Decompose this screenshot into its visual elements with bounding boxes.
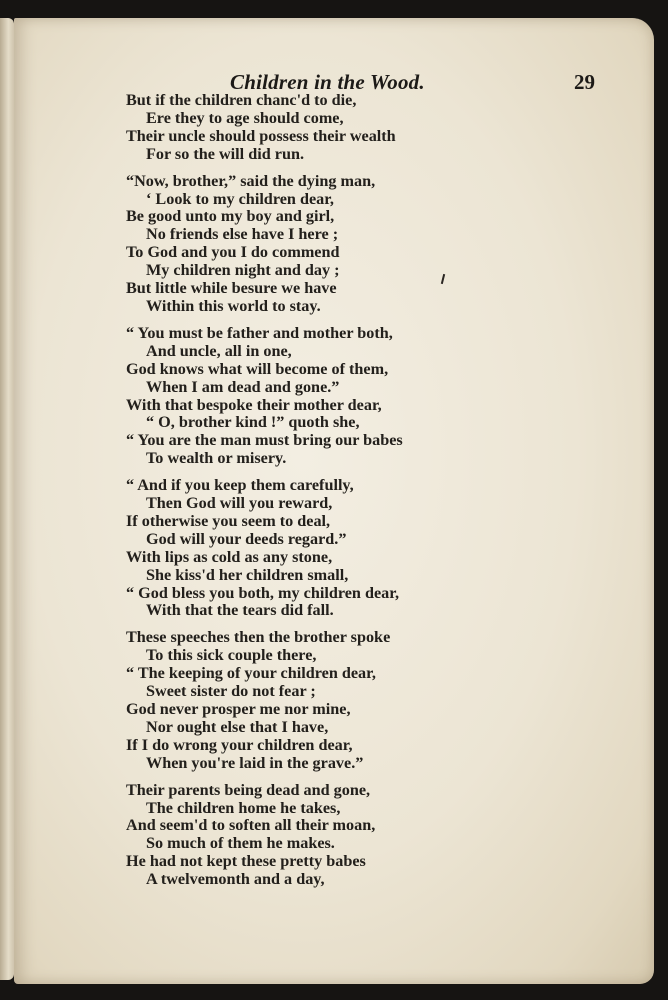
poem-line: And uncle, all in one,	[146, 341, 292, 360]
poem-line: The children home he takes,	[146, 798, 341, 817]
poem-line: No friends else have I here ;	[146, 225, 339, 244]
running-head	[14, 56, 654, 96]
poem-line: These speeches then the brother spoke	[126, 628, 391, 647]
poem-line: He had not kept these pretty babes	[126, 852, 366, 871]
poem-line: If otherwise you seem to deal,	[126, 511, 331, 530]
poem-line: Be good unto my boy and girl,	[126, 207, 335, 226]
poem-line: When I am dead and gone.”	[146, 377, 340, 396]
stanza	[126, 629, 626, 772]
poem-line: With that the tears did fall.	[146, 601, 334, 620]
poem-line: A twelvemonth and a day,	[146, 870, 325, 889]
stanza	[126, 782, 626, 889]
poem-line: Their uncle should possess their wealth	[126, 126, 396, 145]
running-title: Children in the Wood.	[230, 70, 425, 94]
page-sheet	[14, 18, 654, 984]
poem-line: My children night and day ;	[146, 261, 340, 280]
poem-line: “ You must be father and mother both,	[126, 323, 393, 342]
poem-line: ‘ Look to my children dear,	[146, 189, 334, 208]
poem-line: God will your deeds regard.”	[146, 529, 347, 548]
poem-line: “ O, brother kind !” quoth she,	[146, 413, 360, 432]
poem-line: God never prosper me nor mine,	[126, 700, 351, 718]
facing-page-edge	[0, 18, 14, 980]
poem-line: She kiss'd her children small,	[146, 565, 349, 584]
poem-line: “ You are the man must bring our babes	[126, 431, 403, 450]
poem-line: With lips as cold as any stone,	[126, 547, 333, 566]
poem-line: “ The keeping of your children dear,	[126, 664, 376, 683]
poem-line: Sweet sister do not fear ;	[146, 682, 316, 701]
poem-line: “ God bless you both, my children dear,	[126, 583, 399, 602]
poem-line: To this sick couple there,	[146, 646, 317, 665]
poem-line: God knows what will become of them,	[126, 359, 389, 378]
stanza	[126, 173, 626, 316]
poem-line: “Now, brother,” said the dying man,	[126, 171, 376, 190]
poem-line: Ere they to age should come,	[146, 108, 344, 127]
poem-line: With that bespoke their mother dear,	[126, 395, 382, 414]
poem-line: But if the children chanc'd to die,	[126, 91, 357, 109]
poem-line: Within this world to stay.	[146, 296, 321, 315]
stanza	[126, 325, 626, 468]
poem-line: “ And if you keep them carefully,	[126, 476, 354, 495]
poem-line: But little while besure we have	[126, 279, 337, 298]
poem-line: For so the will did run.	[146, 144, 305, 163]
poem-text	[126, 92, 626, 898]
poem-line: And seem'd to soften all their moan,	[126, 816, 376, 835]
poem-line: If I do wrong your children dear,	[126, 735, 353, 754]
poem-line: Nor ought else that I have,	[146, 717, 329, 736]
poem-line: When you're laid in the grave.”	[146, 753, 364, 772]
poem-line: Then God will you reward,	[146, 494, 333, 513]
stanza	[126, 92, 626, 164]
stanza	[126, 477, 626, 620]
page-number: 29	[574, 70, 595, 94]
poem-line: To God and you I do commend	[126, 243, 340, 262]
poem-line: Their parents being dead and gone,	[126, 780, 371, 799]
poem-line: So much of them he makes.	[146, 834, 335, 853]
poem-line: To wealth or misery.	[146, 449, 287, 468]
